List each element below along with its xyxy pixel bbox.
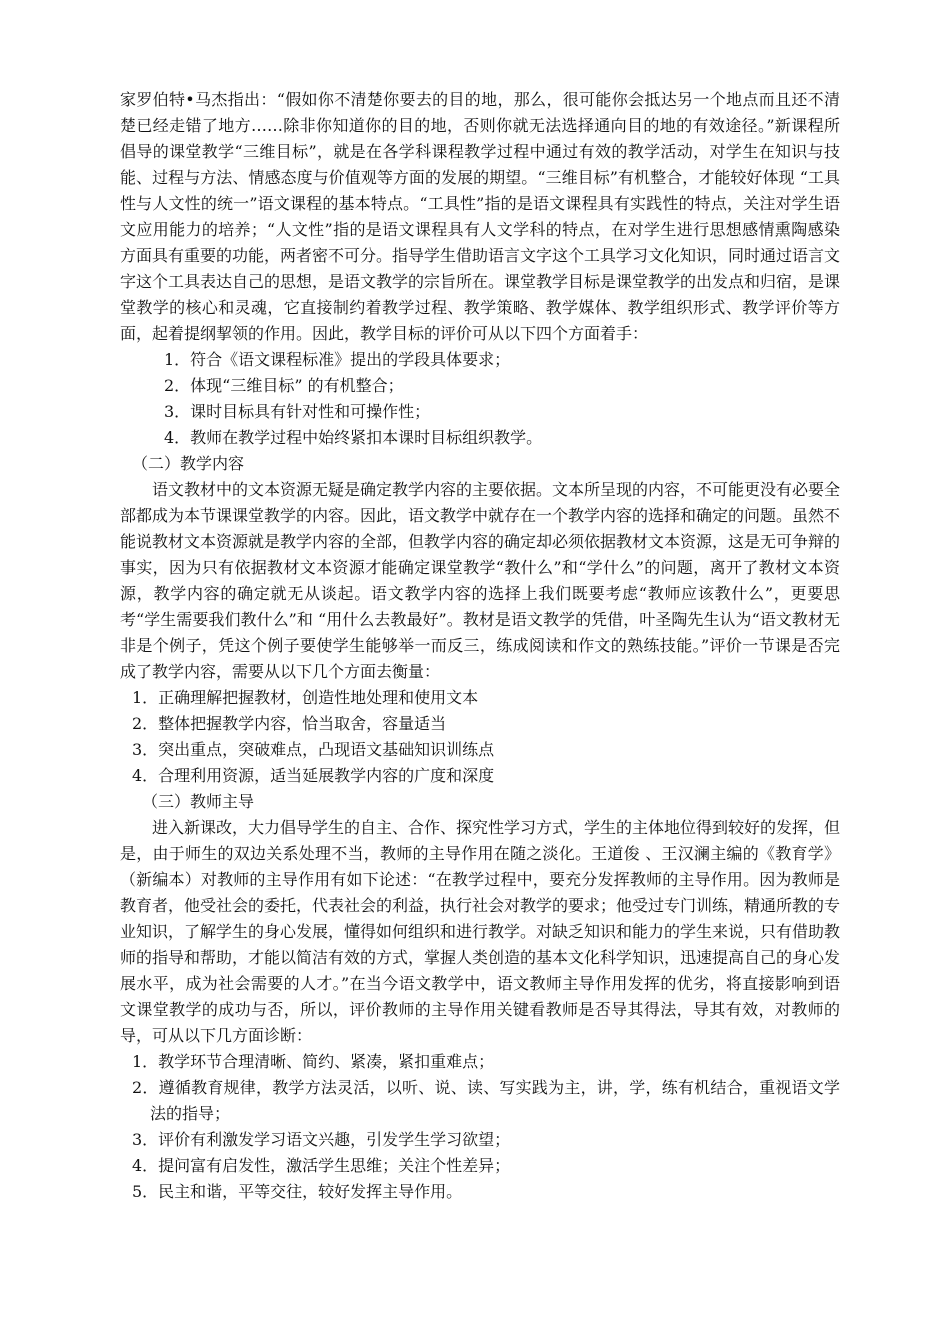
goals-item-2: 2．体现“三维目标” 的有机整合； xyxy=(164,376,404,395)
goals-item-1: 1．符合《语文课程标准》提出的学段具体要求； xyxy=(164,350,511,369)
teacher-item-3: 3．评价有利激发学习语文兴趣，引发学生学习欲望； xyxy=(132,1130,511,1149)
teacher-item-4: 4．提问富有启发性，激活学生思维；关注个性差异； xyxy=(132,1156,511,1175)
goals-item-3: 3．课时目标具有针对性和可操作性； xyxy=(164,402,431,421)
content-item-1: 1．正确理解把握教材，创造性地处理和使用文本 xyxy=(132,688,479,707)
goals-item-4: 4．教师在教学过程中始终紧扣本课时目标组织教学。 xyxy=(164,428,543,447)
content-item-4: 4．合理利用资源，适当延展教学内容的广度和深度 xyxy=(132,766,495,785)
teacher-item-5: 5．民主和谐，平等交往，较好发挥主导作用。 xyxy=(132,1182,463,1201)
content-paragraph: 语文教材中的文本资源无疑是确定教学内容的主要依据。文本所呈现的内容，不可能更没有必要全部都成为本节课课堂教学的内容。因此，语文教学中就存在一个教学内容的选择和确定的问题。虽然不能说教材文本资源就是教学内容的全部，但教学内容的确定却必须依据教材文本资源，这是无可争辩的事实，因为只有依据教材文本资源才能确定课堂教学“教什么”和“学什么”的问题，离开了教材文本资源，教学内容的确定就无从谈起。语文教学内容的选择上我们既要考虑“教师应该教什么”，更要思考“学生需要我们教什么”和 “用什么去教最好”。教材是语文教学的凭借，叶圣陶先生认为“语文教材无非是个例子，凭这个例子要使学生能够举一而反三，练成阅读和作文的熟练技能。”评价一节课是否完成了教学内容，需要从以下几个方面去衡量： xyxy=(120,480,841,681)
teacher-item-2: 2．遵循教育规律，教学方法灵活，以听、说、读、写实践为主，讲，学，练有机结合，重视语文学法的指导； xyxy=(132,1078,840,1123)
section-heading-teacher: （三）教师主导 xyxy=(142,792,255,811)
teacher-item-1: 1．教学环节合理清晰、简约、紧凑，紧扣重难点； xyxy=(132,1052,495,1071)
teacher-paragraph: 进入新课改，大力倡导学生的自主、合作、探究性学习方式，学生的主体地位得到较好的发挥，但是，由于师生的双边关系处理不当，教师的主导作用在随之淡化。王道俊 、王汉澜主编的《教育学》（新编本）对教师的主导作用有如下论述：“在教学过程中，要充分发挥教师的主导作用。因为教师是教育者，他受社会的委托，代表社会的利益，执行社会对教学的要求；他受过专门训练，精通所教的专业知识，了解学生的身心发展，懂得如何组织和进行教学。对缺乏知识和能力的学生来说，只有借助教师的指导和帮助，才能以简洁有效的方式，掌握人类创造的基本文化科学知识，迅速提高自己的身心发展水平，成为社会需要的人才。”在当今语文教学中，语文教师主导作用发挥的优劣，将直接影响到语文课堂教学的成功与否，所以，评价教师的主导作用关键看教师是否导其得法，导其有效，对教师的导，可从以下几方面诊断： xyxy=(120,818,841,1045)
section-heading-content: （二）教学内容 xyxy=(132,454,245,473)
content-item-2: 2．整体把握教学内容，恰当取舍，容量适当 xyxy=(132,714,447,733)
content-item-3: 3．突出重点，突破难点，凸现语文基础知识训练点 xyxy=(132,740,495,759)
goals-paragraph: 家罗伯特•马杰指出：“假如你不清楚你要去的目的地，那么，很可能你会抵达另一个地点而且还不清楚已经走错了地方……除非你知道你的目的地，否则你就无法选择通向目的地的有效途径。”新课程所倡导的课堂教学“三维目标”，就是在各学科课程教学过程中通过有效的教学活动，对学生在知识与技能、过程与方法、情感态度与价值观等方面的发展的期望。“三维目标”有机整合，才能较好体现 “工具性与人文性的统一”语文课程的基本特点。“工具性”指的是语文课程具有实践性的特点，关注对学生语文应用能力的培养；“人文性”指的是语文课程具有人文学科的特点，在对学生进行思想感情熏陶感染方面具有重要的功能，两者密不可分。指导学生借助语言文字这个工具学习文化知识，同时通过语言文字这个工具表达自己的思想，是语文教学的宗旨所在。课堂教学目标是课堂教学的出发点和归宿，是课堂教学的核心和灵魂，它直接制约着教学过程、教学策略、教学媒体、教学组织形式、教学评价等方面，起着提纲挈领的作用。因此，教学目标的评价可从以下四个方面着手： xyxy=(120,90,841,343)
